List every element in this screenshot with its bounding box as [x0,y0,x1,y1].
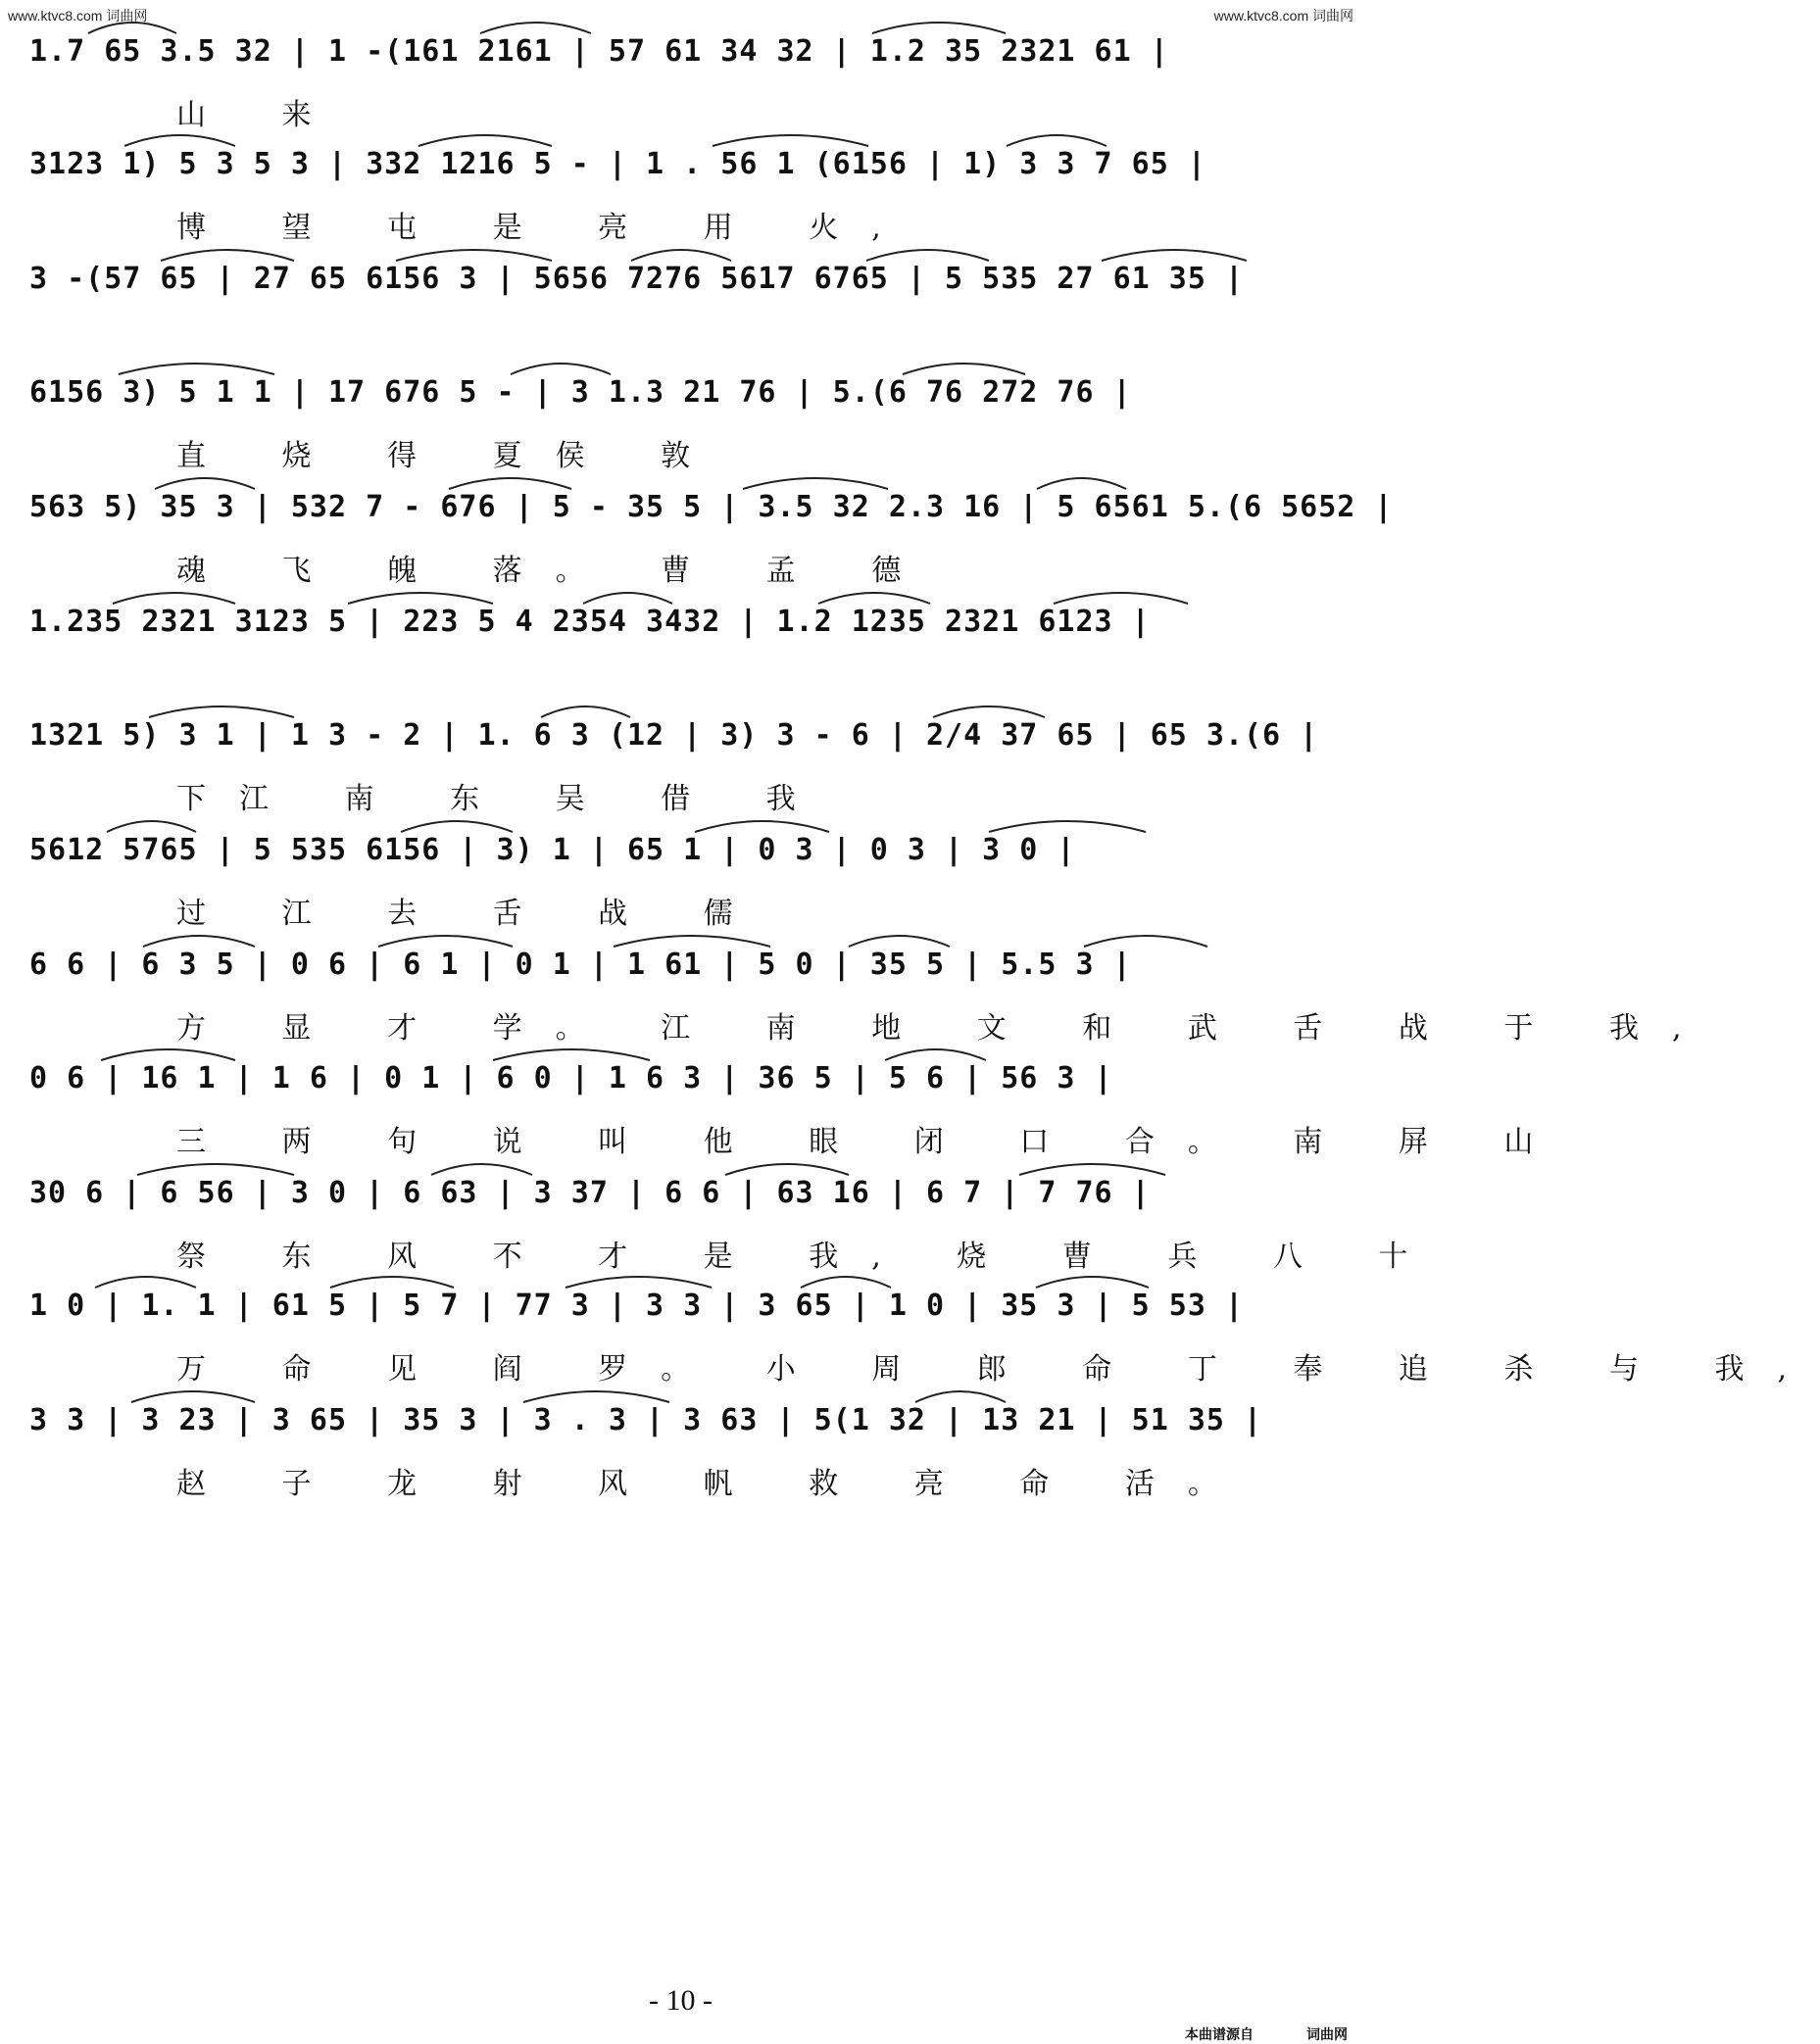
slur-arcs [29,235,1338,265]
lyrics-line: 直 烧 得 夏侯 敦 [176,439,724,473]
notation-line: 30 6 | 6 56 | 3 0 | 6 63 | 3 37 | 6 6 | 63 16 | 6 7 | 7 76 | [29,1176,1151,1210]
footer-source-label: 本曲谱源自 [1185,2026,1254,2042]
slur-arcs [29,463,1338,493]
lyrics-line: 祭 东 风 不 才 是 我, 烧 曹 兵 八 十 [176,1240,1442,1274]
slur-arcs [29,1149,1338,1179]
notation-line: 563 5) 35 3 | 532 7 - 676 | 5 - 35 5 | 3.5 32 2.3 16 | 5 6561 5.(6 5652 | [29,490,1394,524]
notation-line: 1321 5) 3 1 | 1 3 - 2 | 1. 6 3 (12 | 3) 3 - 6 | 2/4 37 65 | 65 3.(6 | [29,718,1319,753]
lyrics-line: 万 命 见 阎 罗。 小 周 郎 命 丁 奉 追 杀 与 我, [176,1352,1820,1387]
slur-arcs [29,578,1338,608]
slur-arcs [29,8,1338,37]
notation-line: 5612 5765 | 5 535 6156 | 3) 1 | 65 1 | 0 3 | 0 3 | 3 0 | [29,833,1076,867]
lyrics-line: 赵 子 龙 射 风 帆 救 亮 命 活。 [176,1467,1251,1501]
slur-arcs [29,692,1338,721]
header-website-left: www.ktvc8.com 词曲网 [8,8,148,24]
notation-line: 1.7 65 3.5 32 | 1 -(161 2161 | 57 61 34 32 | 1.2 35 2321 61 | [29,34,1169,69]
footer-site-label: 词曲网 [1306,2026,1348,2042]
lyrics-line [29,660,1338,696]
slur-arcs [29,121,1338,150]
lyrics-line: 山 来 [176,98,345,132]
lyrics-line: 方 显 才 学。 江 南 地 文 和 武 舌 战 于 我, [176,1011,1715,1046]
notation-line: 6 6 | 6 3 5 | 0 6 | 6 1 | 0 1 | 1 61 | 5 0 | 35 5 | 5.5 3 | [29,948,1132,982]
lyrics-line: 魂 飞 魄 落。 曹 孟 德 [176,554,935,588]
notation-line: 1 0 | 1. 1 | 61 5 | 5 7 | 77 3 | 3 3 | 3 65 | 1 0 | 35 3 | 5 53 | [29,1289,1244,1323]
slur-arcs [29,349,1338,378]
lyrics-line: 博 望 屯 是 亮 用 火, [176,211,914,245]
header-website-right: www.ktvc8.com 词曲网 [1213,8,1353,24]
lyrics-line: 过 江 去 舌 战 儒 [176,897,766,931]
page-number: - 10 - [649,1984,713,2017]
lyrics-line: 三 两 句 说 叫 他 眼 闭 口 合。 南 屏 山 [176,1125,1567,1159]
lyrics-line [29,317,1338,353]
notation-line: 6156 3) 5 1 1 | 17 676 5 - | 3 1.3 21 76 | 5.(6 76 272 76 | [29,375,1132,410]
notation-line: 0 6 | 16 1 | 1 6 | 0 1 | 6 0 | 1 6 3 | 36 5 | 5 6 | 56 3 | [29,1061,1113,1095]
slur-arcs [29,921,1338,950]
notation-line: 3 -(57 65 | 27 65 6156 3 | 5656 7276 5617 6765 | 5 535 27 61 35 | [29,262,1244,296]
slur-arcs [29,806,1338,836]
slur-arcs [29,1262,1338,1291]
lyrics-line: 下江 南 东 吴 借 我 [176,782,829,816]
notation-line: 3 3 | 3 23 | 3 65 | 35 3 | 3 . 3 | 3 63 | 5(1 32 | 13 21 | 51 35 | [29,1403,1263,1437]
notation-line: 3123 1) 5 3 5 3 | 332 1216 5 - | 1 . 56 1 (6156 | 1) 3 3 7 65 | [29,147,1206,181]
notation-line: 1.235 2321 3123 5 | 223 5 4 2354 3432 | 1.2 1235 2321 6123 | [29,605,1151,639]
slur-arcs [29,1377,1338,1406]
slur-arcs [29,1035,1338,1064]
